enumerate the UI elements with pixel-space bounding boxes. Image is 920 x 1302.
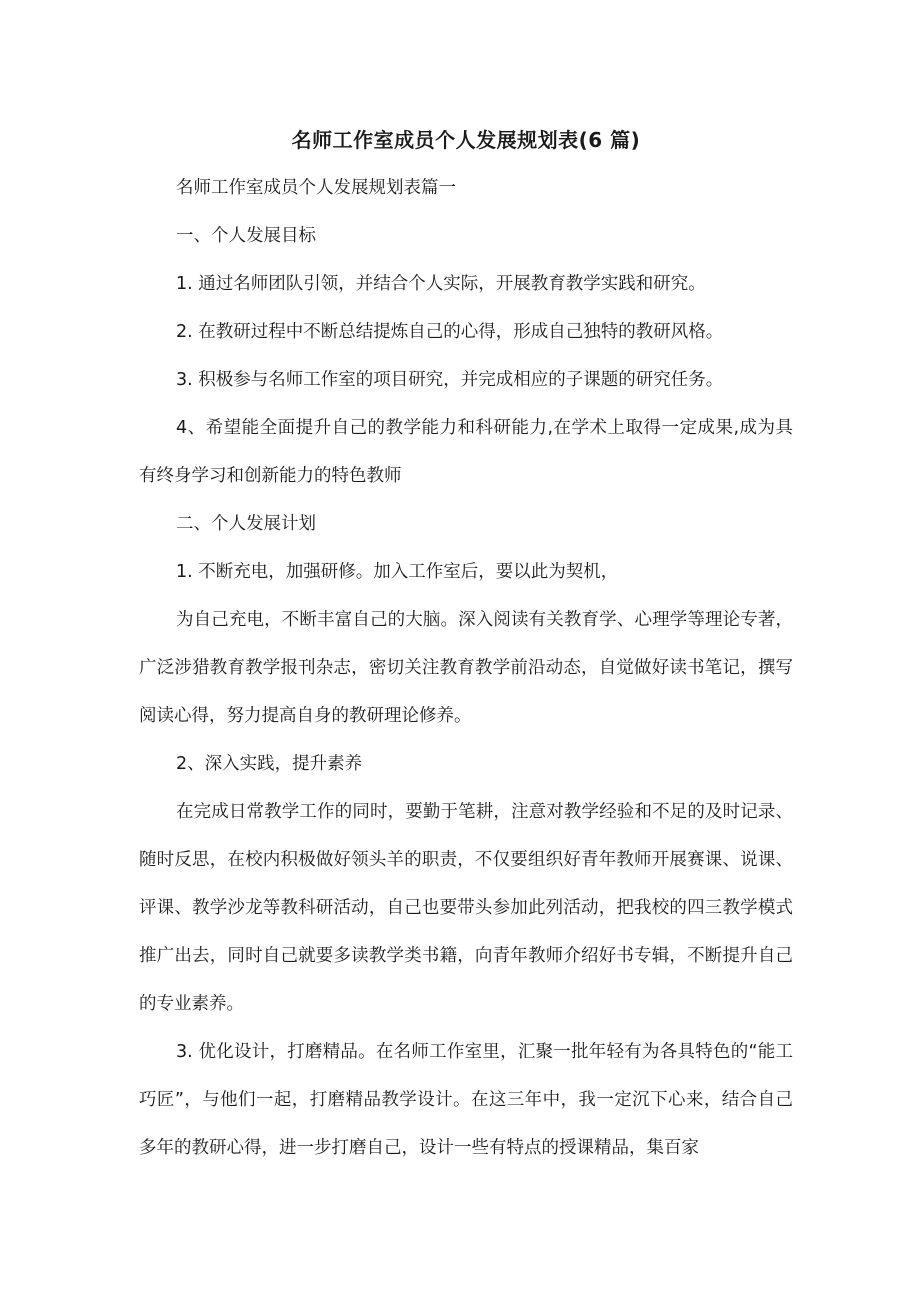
heading-development-goals: 一、个人发展目标 bbox=[176, 226, 316, 246]
goal-item-4: 4、希望能全面提升自己的教学能力和科研能力,在学术上取得一定成果,成为具有终身学习和创新能力的特色教师 bbox=[139, 418, 793, 486]
plan-item-3: 3. 优化设计，打磨精品。在名师工作室里，汇聚一批年轻有为各具特色的“能工巧匠”，与他们一起，打磨精品教学设计。在这三年中，我一定沉下心来，结合自己多年的教研心得，进一步打磨自己，设计一些有特点的授课精品，集百家 bbox=[139, 1042, 793, 1158]
plan-item-1: 1. 不断充电，加强研修。加入工作室后，要以此为契机， bbox=[176, 562, 619, 582]
plan-item-1-body: 为自己充电，不断丰富自己的大脑。深入阅读有关教育学、心理学等理论专著，广泛涉猎教育教学报刊杂志，密切关注教育教学前沿动态，自觉做好读书笔记，撰写阅读心得，努力提高自身的教研理论修养。 bbox=[139, 610, 793, 726]
goal-item-2: 2. 在教研过程中不断总结提炼自己的心得，形成自己独特的教研风格。 bbox=[176, 322, 724, 342]
section-heading-part-one: 名师工作室成员个人发展规划表篇一 bbox=[176, 178, 456, 198]
goal-item-1: 1. 通过名师团队引领，并结合个人实际，开展教育教学实践和研究。 bbox=[176, 274, 706, 294]
document-title: 名师工作室成员个人发展规划表(6 篇) bbox=[291, 128, 641, 152]
goal-item-3: 3. 积极参与名师工作室的项目研究，并完成相应的子课题的研究任务。 bbox=[176, 370, 724, 390]
heading-development-plan: 二、个人发展计划 bbox=[176, 514, 316, 534]
plan-item-2-body: 在完成日常教学工作的同时，要勤于笔耕，注意对教学经验和不足的及时记录、随时反思，在校内积极做好领头羊的职责，不仅要组织好青年教师开展赛课、说课、评课、教学沙龙等教科研活动，自己也要带头参加此列活动，把我校的四三教学模式推广出去，同时自己就要多读教学类书籍，向青年教师介绍好书专辑，不断提升自己的专业素养。 bbox=[139, 802, 793, 1014]
document-page bbox=[139, 118, 793, 1172]
plan-item-2: 2、深入实践，提升素养 bbox=[176, 754, 363, 774]
